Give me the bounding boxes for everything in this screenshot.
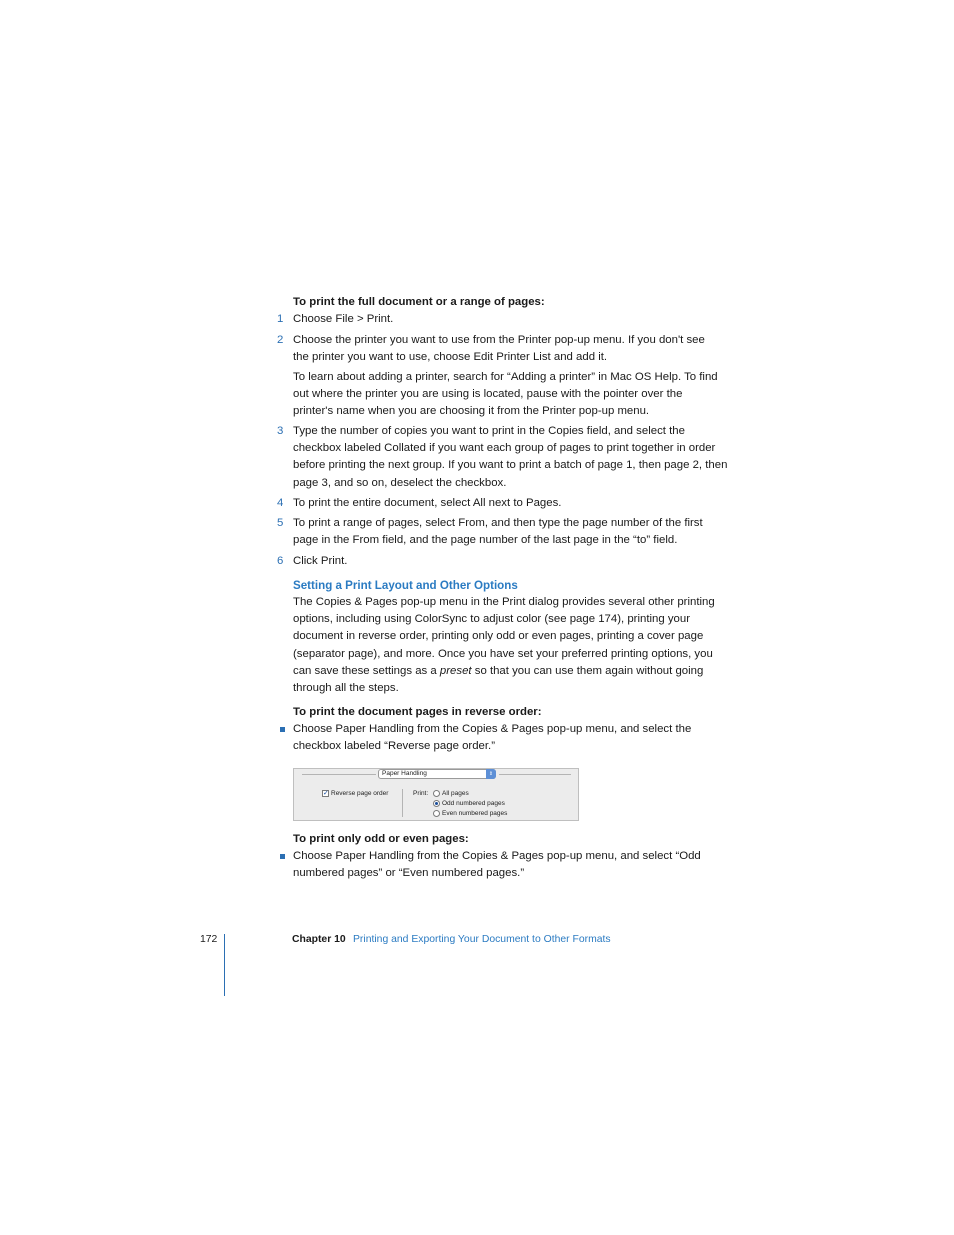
all-pages-radio[interactable] (433, 790, 440, 797)
radio-label: Even numbered pages (442, 810, 508, 817)
paragraph-text: The Copies & Pages pop-up menu in the Print dialog provides several other printing options, including using ColorSync to adjust color (see page 174), printing your document in reverse order, printing only odd or even pages, printing a cover page (separator page), and more. Once you have set your preferred printing options, you can save these settings as a (293, 596, 715, 677)
step-text: Choose the printer you want to use from the Printer pop-up menu. If you don't see the printer you want to use, choose Edit Printer List and add it. (293, 334, 705, 364)
step-text: Type the number of copies you want to print in the Copies field, and select the checkbox labeled Collated if you want each group of pages to print together in order before printing the next group. If you want to print a batch of page 1, then page 2, then page 3, and so on, deselect the checkbox. (293, 425, 728, 489)
divider (302, 774, 376, 775)
bullet-icon (280, 854, 285, 859)
section-title-reverse-order: To print the document pages in reverse order: (293, 706, 542, 718)
step-number: 6 (277, 555, 284, 567)
popup-arrows-icon: ⇕ (486, 769, 496, 779)
chapter-title: Printing and Exporting Your Document to Other Formats (353, 934, 611, 945)
step-text: Choose File > Print. (293, 313, 394, 325)
footer-rule (224, 934, 225, 996)
paragraph-emphasis: preset (439, 664, 472, 677)
section-paragraph (293, 594, 725, 697)
even-pages-radio[interactable] (433, 810, 440, 817)
section-heading: Setting a Print Layout and Other Options (293, 579, 518, 592)
paper-handling-dialog (293, 768, 579, 821)
step-number: 3 (277, 425, 284, 437)
bullet-icon (280, 727, 285, 732)
paragraph-text: so that you can use them again without going through all the steps. (293, 664, 704, 695)
radio-label: All pages (442, 790, 469, 797)
step-text: To print a range of pages, select From, and then type the page number of the first page in the From field, and the page number of the last page in the “to” field. (293, 517, 703, 547)
step-number: 2 (277, 334, 284, 346)
page-number: 172 (200, 934, 218, 945)
paper-handling-popup[interactable] (378, 769, 496, 779)
step-text: Click Print. (293, 555, 348, 567)
step-number: 1 (277, 313, 284, 325)
radio-label: Odd numbered pages (442, 800, 505, 807)
bullet-text: Choose Paper Handling from the Copies & Pages pop-up menu, and select the checkbox labeled “Reverse page order.” (293, 723, 692, 753)
step-number: 5 (277, 517, 284, 529)
bullet-text: Choose Paper Handling from the Copies & Pages pop-up menu, and select “Odd numbered pages” or “Even numbered pages.” (293, 850, 701, 880)
checkbox-label: Reverse page order (331, 790, 389, 797)
print-label: Print: (413, 790, 429, 797)
divider (499, 774, 571, 775)
reverse-page-order-checkbox[interactable]: ✓ (323, 790, 329, 797)
odd-pages-radio[interactable] (433, 800, 440, 807)
section-title-full-document: To print the full document or a range of pages: (293, 296, 545, 308)
vertical-divider (402, 789, 403, 817)
popup-value: Paper Handling (382, 770, 427, 777)
step-note: To learn about adding a printer, search for “Adding a printer” in Mac OS Help. To find out where the printer you are using is located, pause with the pointer over the printer's name when you are choosing it from the Printer pop-up menu. (293, 371, 718, 418)
step-number: 4 (277, 497, 284, 509)
chapter-label: Chapter 10 (292, 934, 346, 945)
section-title-odd-even: To print only odd or even pages: (293, 833, 469, 845)
step-text: To print the entire document, select All next to Pages. (293, 497, 562, 509)
